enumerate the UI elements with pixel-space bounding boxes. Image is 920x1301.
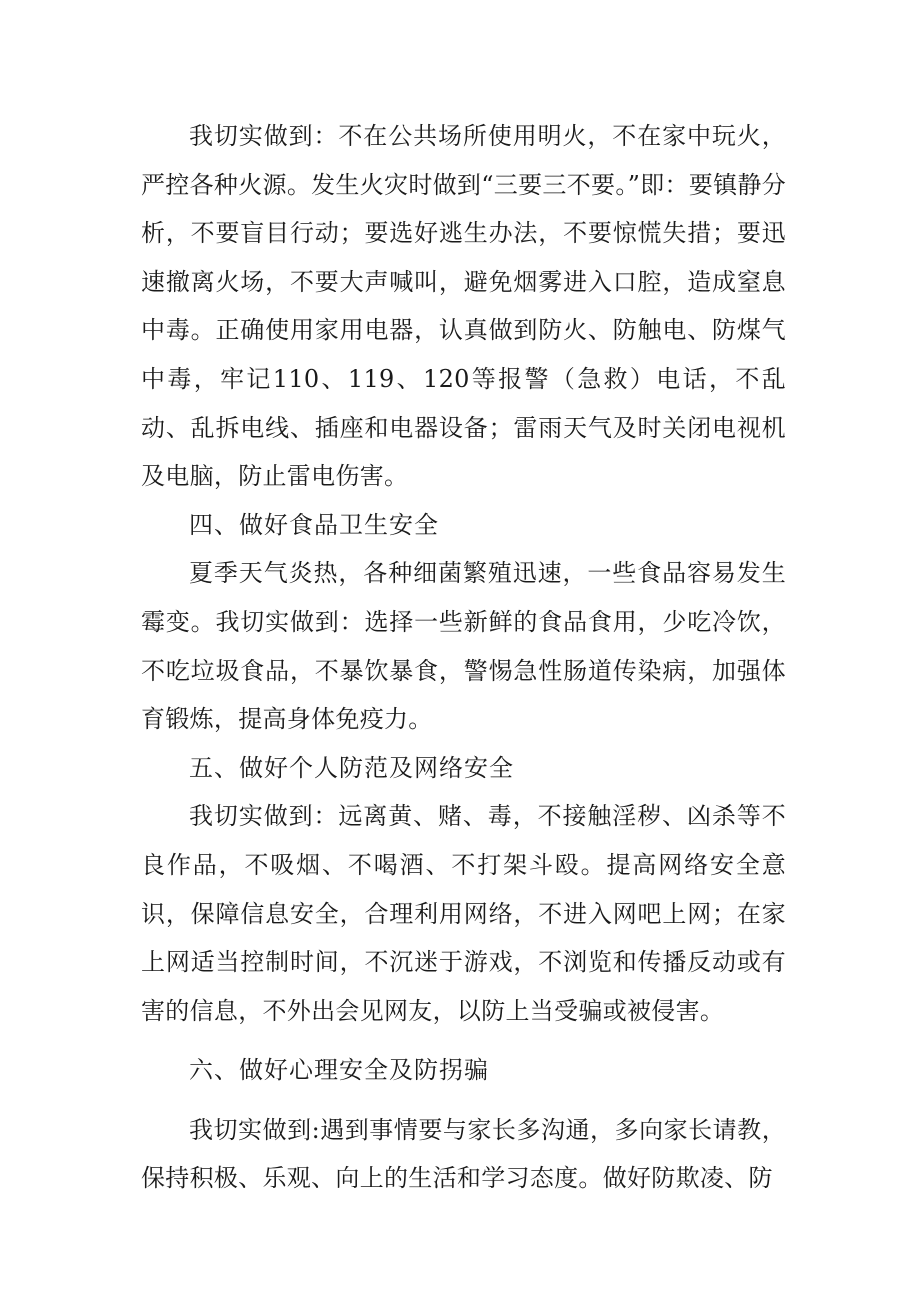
section-heading-mental-safety: 六、做好心理安全及防拐骗 (189, 1056, 489, 1085)
section-heading-personal-network-safety: 五、做好个人防范及网络安全 (189, 753, 514, 782)
section-heading-food-safety: 四、做好食品卫生安全 (189, 510, 439, 539)
paragraph-food-safety: 夏季天气炎热，各种细菌繁殖迅速，一些食品容易发生霉变。我切实做到：选择一些新鲜的食品食用，少吃冷饮，不吃垃圾食品，不暴饮暴食，警惕急性肠道传染病，加强体育锻炼，提高身体免疫力。 (141, 559, 786, 734)
paragraph-personal-network-safety: 我切实做到：远离黄、赌、毒，不接触淫秽、凶杀等不良作品，不吸烟、不喝酒、不打架斗殴。提高网络安全意识，保障信息安全，合理利用网络，不进入网吧上网；在家上网适当控制时间，不沉迷于游戏，不浏览和传播反动或有害的信息，不外出会见网友，以防上当受骗或被侵害。 (141, 802, 786, 1025)
paragraph-fire-electric-safety: 我切实做到：不在公共场所使用明火，不在家中玩火，严控各种火源。发生火灾时做到“三要三不要。”即：要镇静分析，不要盲目行动；要选好逃生办法，不要惊慌失措；要迅速撤离火场，不要大声喊叫，避免烟雾进入口腔，造成窒息中毒。正确使用家用电器，认真做到防火、防触电、防煤气中毒，牢记110、119、120等报警（急救）电话，不乱动、乱拆电线、插座和电器设备；雷雨天气及时关闭电视机及电脑，防止雷电伤害。 (141, 122, 786, 491)
document-body (141, 112, 786, 1203)
paragraph-mental-safety: 我切实做到:遇到事情要与家长多沟通，多向家长请教，保持积极、乐观、向上的生活和学习态度。做好防欺凌、防 (141, 1115, 786, 1193)
